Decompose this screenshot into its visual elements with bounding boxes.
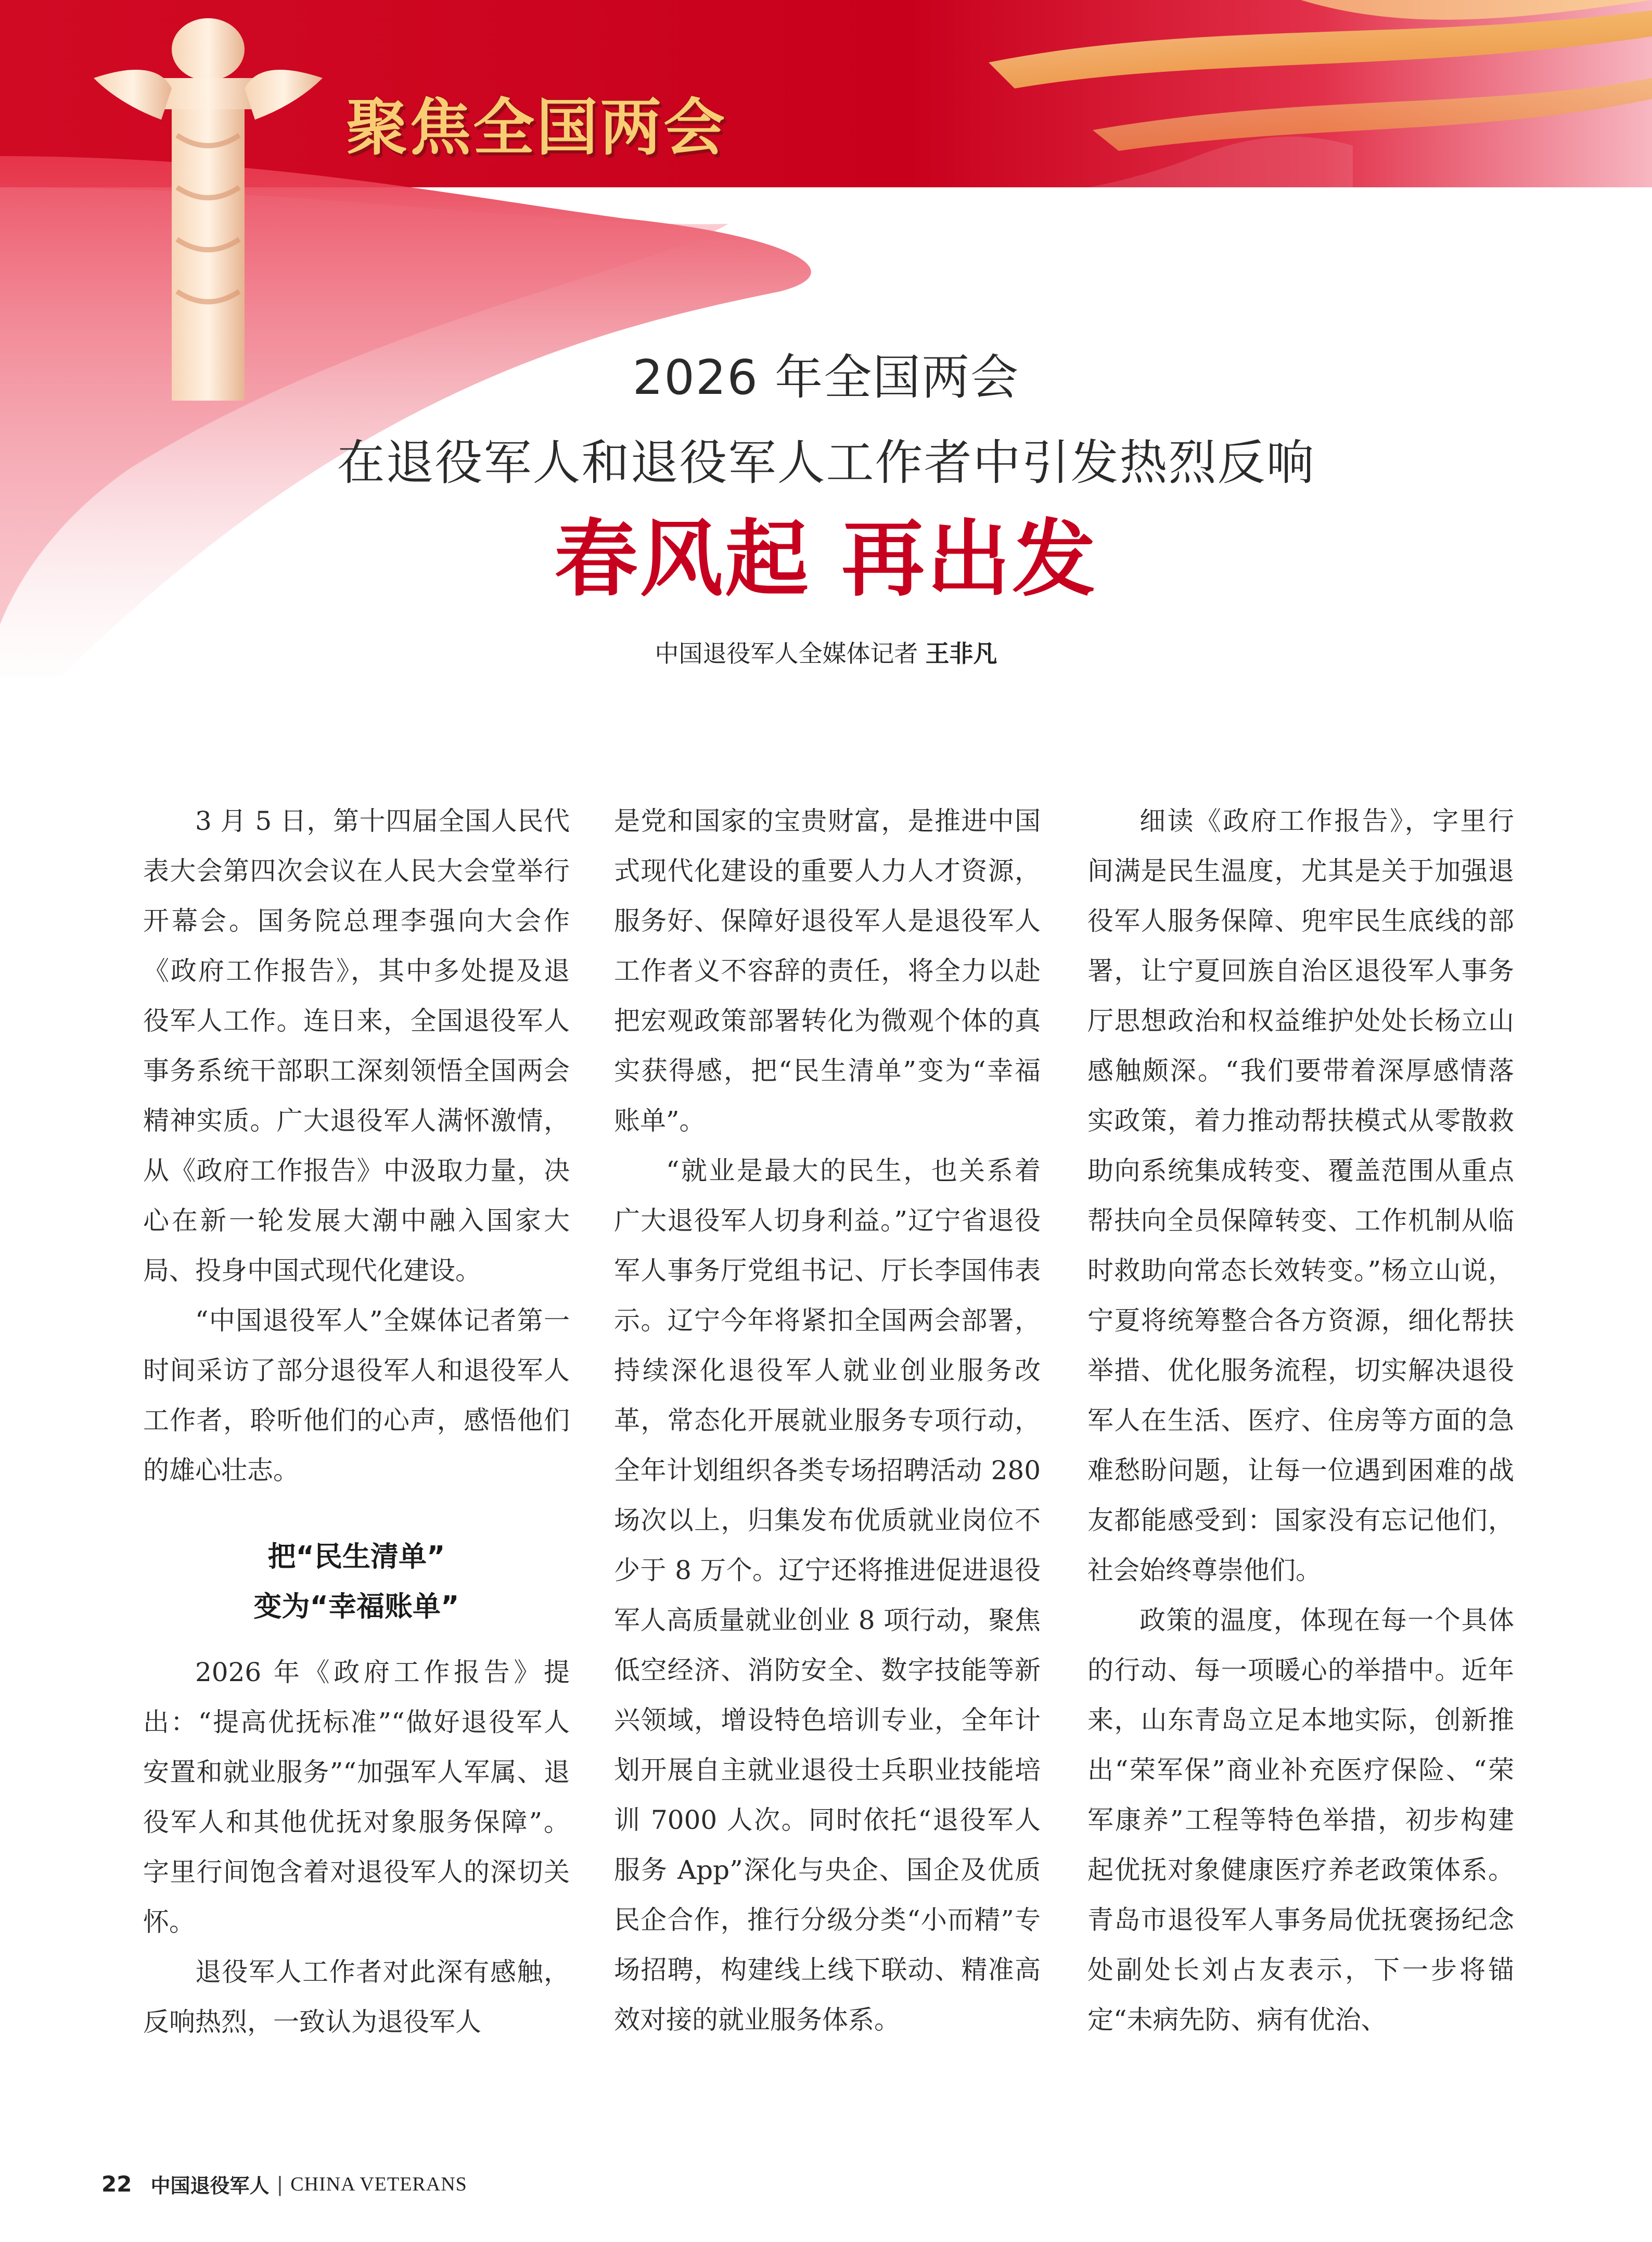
headline-line-2: 在退役军人和退役军人工作者中引发热烈反响 (337, 435, 1315, 491)
subhead-line-2: 变为“幸福账单” (253, 1590, 459, 1623)
paragraph: 是党和国家的宝贵财富，是推进中国式现代化建设的重要人力人才资源，服务好、保障好退役军人是退役军人工作者义不容辞的责任，将全力以赴把宏观政策部署转化为微观个体的真实获得感，把“民生清单”变为“幸福账单”。 (614, 806, 1041, 1136)
paragraph: “中国退役军人”全媒体记者第一时间采访了部分退役军人和退役军人工作者，聆听他们的心声，感悟他们的雄心壮志。 (143, 1305, 570, 1485)
magazine-name-cn: 中国退役军人 (150, 2174, 270, 2197)
column-title: 聚焦全国两会 (346, 92, 727, 163)
body-column-2 (614, 796, 1041, 2045)
section-subhead (143, 1532, 570, 1632)
magazine-name-en: CHINA VETERANS (290, 2173, 467, 2195)
byline-author: 王非凡 (925, 639, 997, 668)
body-column-3 (1087, 796, 1514, 2045)
paragraph: 细读《政府工作报告》，字里行间满是民生温度，尤其是关于加强退役军人服务保障、兜牢民生底线的部署，让宁夏回族自治区退役军人事务厅思想政治和权益维护处处长杨立山感触颇深。“我们要带着深厚感情落实政策，着力推动帮扶模式从零散救助向系统集成转变、覆盖范围从重点帮扶向全员保障转变、工作机制从临时救助向常态长效转变。”杨立山说，宁夏将统筹整合各方资源，细化帮扶举措、优化服务流程，切实解决退役军人在生活、医疗、住房等方面的急难愁盼问题，让每一位遇到困难的战友都能感受到：国家没有忘记他们，社会始终尊崇他们。 (1087, 806, 1514, 1585)
subhead-line-1: 把“民生清单” (267, 1540, 445, 1573)
byline (0, 635, 1652, 669)
paragraph: 2026 年《政府工作报告》提出：“提高优抚标准”“做好退役军人安置和就业服务”“加强军人军属、退役军人和其他优抚对象服务保障”。字里行间饱含着对退役军人的深切关怀。 (143, 1657, 570, 1937)
headline-block (0, 350, 1652, 669)
body-column-1 (143, 796, 570, 2047)
paragraph: 退役军人工作者对此深有感触，反响热烈，一致认为退役军人 (143, 1957, 570, 2037)
page-number: 22 (101, 2171, 132, 2197)
paragraph: “就业是最大的民生，也关系着广大退役军人切身利益。”辽宁省退役军人事务厅党组书记、厅长李国伟表示。辽宁今年将紧扣全国两会部署，持续深化退役军人就业创业服务改革，常态化开展就业服务专项行动，全年计划组织各类专场招聘活动 280 场次以上，归集发布优质就业岗位不少于 8 万个。辽宁还将推进促进退役军人高质量就业创业 8 项行动，聚焦低空经济、消防安全、数字技能等新兴领域，增设特色培训专业，全年计划开展自主就业退役士兵职业技能培训 7000 人次。同时依托“退役军人服务 App”深化与央企、国企及优质民企合作，推行分级分类“小而精”专场招聘，构建线上线下联动、精准高效对接的就业服务体系。 (614, 1156, 1041, 2035)
page-footer (101, 2170, 467, 2198)
paragraph: 3 月 5 日，第十四届全国人民代表大会第四次会议在人民大会堂举行开幕会。国务院总理李强向大会作《政府工作报告》，其中多处提及退役军人工作。连日来，全国退役军人事务系统干部职工深刻领悟全国两会精神实质。广大退役军人满怀激情，从《政府工作报告》中汲取力量，决心在新一轮发展大潮中融入国家大局、投身中国式现代化建设。 (143, 806, 570, 1286)
headline-line-1: 2026 年全国两会 (632, 350, 1020, 405)
footer-separator: | (276, 2172, 284, 2196)
article-title: 春风起 再出发 (554, 510, 1098, 608)
paragraph: 政策的温度，体现在每一个具体的行动、每一项暖心的举措中。近年来，山东青岛立足本地实际，创新推出“荣军保”商业补充医疗保险、“荣军康养”工程等特色举措，初步构建起优抚对象健康医疗养老政策体系。青岛市退役军人事务局优抚褒扬纪念处副处长刘占友表示，下一步将锚定“未病先防、病有优治、 (1087, 1605, 1514, 2035)
byline-prefix: 中国退役军人全媒体记者 (655, 639, 918, 668)
